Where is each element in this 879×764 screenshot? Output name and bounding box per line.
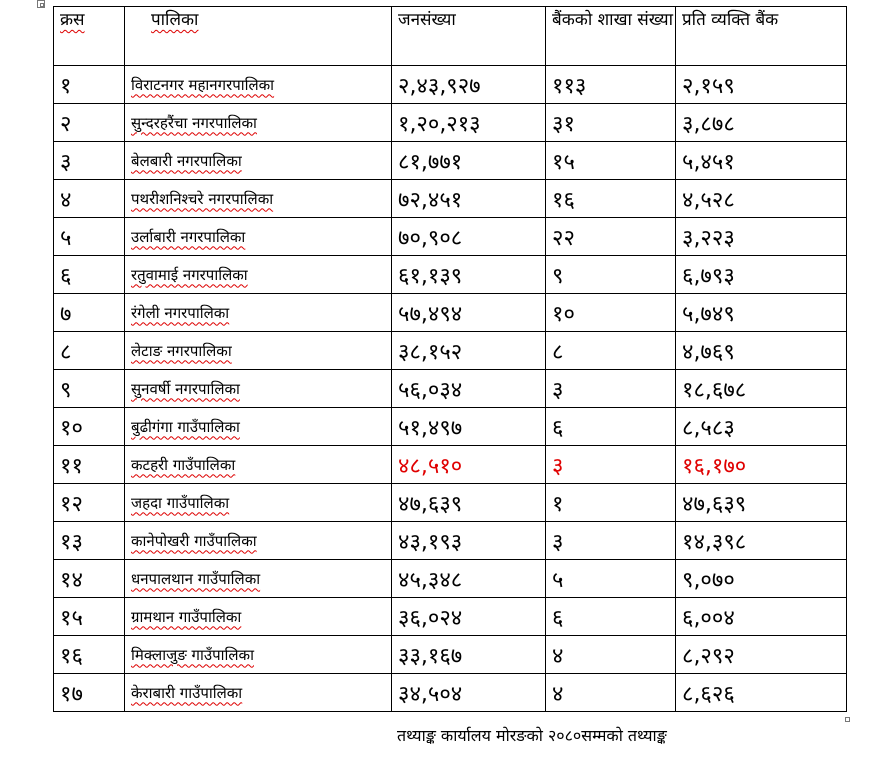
table-row [54,256,847,294]
serial-cell [54,674,125,712]
serial-cell-text: १७ [60,681,83,707]
municipality-cell [125,636,392,674]
municipality-cell-text: जहदा गाउँपालिका [131,493,230,512]
population-cell [392,218,546,256]
serial-cell-text: ९ [60,377,72,403]
per-person-cell-text: ८,५८३ [682,415,735,441]
branch-count-cell [546,408,676,446]
municipality-cell-text: रंगेली नगरपालिका [131,303,230,322]
table-resize-handle[interactable] [845,717,850,722]
per-person-cell-text: ८,६२६ [682,681,735,707]
serial-cell [54,294,125,332]
serial-cell-text: ११ [60,453,83,479]
per-person-cell [676,370,847,408]
serial-cell-text: ६ [60,263,72,289]
per-person-cell [676,332,847,370]
per-person-cell [676,218,847,256]
header-branch-count-label: बैंकको शाखा संख्या [552,10,674,30]
population-cell [392,560,546,598]
table-row [54,294,847,332]
table-row [54,636,847,674]
branch-count-cell [546,446,676,484]
serial-cell [54,142,125,180]
serial-cell-text: १० [60,415,83,441]
branch-count-cell-text: ३१ [552,111,575,137]
table-move-handle[interactable] [37,0,45,8]
header-serial-label: क्रस [60,10,85,30]
table-row [54,408,847,446]
branch-count-cell-text: ३ [552,377,564,403]
branch-count-cell-text: ४ [552,643,564,669]
branch-count-cell [546,180,676,218]
serial-cell [54,636,125,674]
branch-count-cell [546,218,676,256]
per-person-cell [676,484,847,522]
per-person-cell [676,446,847,484]
branch-count-cell [546,484,676,522]
header-serial [54,7,125,66]
branch-count-cell-text: १६ [552,187,575,213]
per-person-cell [676,522,847,560]
per-person-cell-text: ५,७४९ [682,301,735,327]
branch-count-cell-text: ९ [552,263,564,289]
population-cell-text: २,४३,९२७ [398,73,481,99]
municipality-cell [125,408,392,446]
source-note: तथ्याङ्क कार्यालय मोरङको २०८०सम्मको तथ्याङ्क [397,726,667,745]
municipality-cell [125,332,392,370]
municipality-cell-text: बेलबारी नगरपालिका [131,151,242,170]
population-cell [392,598,546,636]
serial-cell [54,218,125,256]
per-person-cell-text: ४,७६९ [682,339,735,365]
municipality-cell [125,522,392,560]
population-cell [392,636,546,674]
header-population-label: जनसंख्या [398,10,456,30]
table-row [54,522,847,560]
serial-cell-text: ८ [60,339,72,365]
population-cell-text: ३६,०२४ [398,605,463,631]
municipality-cell [125,484,392,522]
per-person-cell-text: ४,५२८ [682,187,735,213]
population-cell [392,104,546,142]
per-person-cell-text: १४,३९८ [682,529,747,555]
population-cell-text: ३३,१६७ [398,643,463,669]
municipality-cell-text: पथरीशनिश्चरे नगरपालिका [131,189,274,208]
municipality-cell [125,104,392,142]
per-person-cell [676,104,847,142]
branch-count-cell-text: ३ [552,529,564,555]
population-cell-text: ३४,५०४ [398,681,463,707]
municipality-cell [125,446,392,484]
municipality-cell-text: बुढीगंगा गाउँपालिका [131,417,240,436]
header-per-person [676,7,847,66]
population-cell [392,332,546,370]
table-header-row [54,7,847,66]
municipality-cell [125,294,392,332]
table-row [54,674,847,712]
municipality-cell [125,674,392,712]
per-person-cell-text: ३,२२३ [682,225,735,251]
serial-cell [54,104,125,142]
branch-count-cell [546,636,676,674]
population-cell-text: ४७,६३९ [398,491,463,517]
branch-count-cell [546,560,676,598]
serial-cell-text: १ [60,73,72,99]
table-row [54,142,847,180]
per-person-cell [676,560,847,598]
branch-count-cell [546,66,676,104]
table-row [54,180,847,218]
per-person-cell-text: ५,४५१ [682,149,735,175]
per-person-cell [676,294,847,332]
per-person-cell-text: ६,७९३ [682,263,735,289]
population-cell [392,484,546,522]
municipality-cell [125,142,392,180]
header-branch-count [546,7,676,66]
municipality-cell-text: रतुवामाई नगरपालिका [131,265,248,284]
population-cell-text: ५७,४९४ [398,301,463,327]
municipality-cell-text: विराटनगर महानगरपालिका [131,75,275,94]
table-row [54,560,847,598]
branch-count-cell [546,332,676,370]
serial-cell-text: १३ [60,529,83,555]
per-person-cell-text: ८,२९२ [682,643,735,669]
municipality-cell [125,598,392,636]
branch-count-cell-text: १५ [552,149,575,175]
table-row [54,104,847,142]
population-cell [392,674,546,712]
serial-cell [54,484,125,522]
municipality-cell-text: कानेपोखरी गाउँपालिका [131,531,257,550]
serial-cell-text: १४ [60,567,83,593]
population-cell-text: ८१,७७१ [398,149,463,175]
serial-cell [54,598,125,636]
population-cell [392,446,546,484]
serial-cell-text: १२ [60,491,83,517]
municipality-cell-text: लेटाङ नगरपालिका [131,341,232,360]
municipality-cell-text: ग्रामथान गाउँपालिका [131,607,242,626]
branch-count-cell-text: १ [552,491,564,517]
municipality-cell [125,370,392,408]
municipality-cell [125,180,392,218]
branch-count-cell-text: ५ [552,567,564,593]
population-cell-text: ४५,३४८ [398,567,463,593]
per-person-cell [676,408,847,446]
header-per-person-label: प्रति व्यक्ति बैंक [682,10,779,30]
per-person-cell-text: १६,१७० [682,453,747,479]
serial-cell-text: ३ [60,149,72,175]
header-population [392,7,546,66]
branch-count-cell [546,142,676,180]
municipality-cell-text: मिक्लाजुङ गाउँपालिका [131,645,254,664]
population-cell [392,256,546,294]
serial-cell-text: ७ [60,301,72,327]
table-row [54,66,847,104]
per-person-cell [676,66,847,104]
per-person-cell [676,256,847,294]
branch-count-cell-text: ८ [552,339,564,365]
population-cell-text: १,२०,२१३ [398,111,481,137]
municipality-cell-text: धनपालथान गाउँपालिका [131,569,261,588]
population-cell [392,66,546,104]
per-person-cell [676,636,847,674]
population-cell [392,370,546,408]
branch-count-cell [546,598,676,636]
per-person-cell [676,674,847,712]
population-cell-text: ३८,१५२ [398,339,463,365]
serial-cell-text: ५ [60,225,72,251]
population-cell-text: ४३,१९३ [398,529,463,555]
serial-cell [54,446,125,484]
population-cell [392,294,546,332]
per-person-cell [676,142,847,180]
per-person-cell-text: ९,०७० [682,567,735,593]
population-cell-text: ७२,४५१ [398,187,463,213]
serial-cell [54,408,125,446]
per-person-cell-text: ६,००४ [682,605,735,631]
municipality-cell [125,560,392,598]
municipality-cell-text: उर्लाबारी नगरपालिका [131,227,246,246]
per-person-cell-text: ३,८७८ [682,111,735,137]
per-person-cell-text: २,१५९ [682,73,735,99]
branch-count-cell-text: १० [552,301,575,327]
table-body [54,66,847,712]
serial-cell-text: १६ [60,643,83,669]
branch-count-cell [546,674,676,712]
table-row [54,218,847,256]
population-cell [392,142,546,180]
table-row [54,484,847,522]
branch-count-cell-text: ६ [552,605,564,631]
branch-count-cell-text: ११३ [552,73,587,99]
per-person-cell [676,180,847,218]
branch-count-cell-text: ४ [552,681,564,707]
header-municipality [125,7,392,66]
per-person-cell-text: १८,६७८ [682,377,747,403]
municipality-cell [125,218,392,256]
branch-count-cell [546,104,676,142]
population-cell-text: ५१,४९७ [398,415,463,441]
table-row [54,370,847,408]
municipality-bank-table [53,6,847,712]
branch-count-cell [546,294,676,332]
serial-cell [54,332,125,370]
table-row [54,332,847,370]
branch-count-cell-text: ६ [552,415,564,441]
serial-cell-text: ४ [60,187,72,213]
population-cell-text: ७०,९०८ [398,225,463,251]
branch-count-cell-text: ३ [552,453,564,479]
serial-cell-text: १५ [60,605,83,631]
branch-count-cell [546,522,676,560]
serial-cell [54,522,125,560]
per-person-cell-text: ४७,६३९ [682,491,747,517]
serial-cell-text: २ [60,111,72,137]
population-cell-text: ४८,५१० [398,453,463,479]
serial-cell [54,370,125,408]
branch-count-cell-text: २२ [552,225,575,251]
municipality-cell-text: केराबारी गाउँपालिका [131,683,243,702]
municipality-cell-text: सुन्दरहरैंचा नगरपालिका [131,113,257,132]
population-cell-text: ६१,१३९ [398,263,463,289]
serial-cell [54,180,125,218]
branch-count-cell [546,256,676,294]
municipality-cell [125,66,392,104]
municipality-cell-text: सुनवर्षी नगरपालिका [131,379,240,398]
population-cell [392,522,546,560]
serial-cell [54,560,125,598]
per-person-cell [676,598,847,636]
serial-cell [54,256,125,294]
table-row [54,446,847,484]
municipality-cell [125,256,392,294]
municipality-cell-text: कटहरी गाउँपालिका [131,455,236,474]
table-row [54,598,847,636]
population-cell [392,408,546,446]
serial-cell [54,66,125,104]
population-cell [392,180,546,218]
header-municipality-label: पालिका [151,10,199,30]
branch-count-cell [546,370,676,408]
population-cell-text: ५६,०३४ [398,377,463,403]
